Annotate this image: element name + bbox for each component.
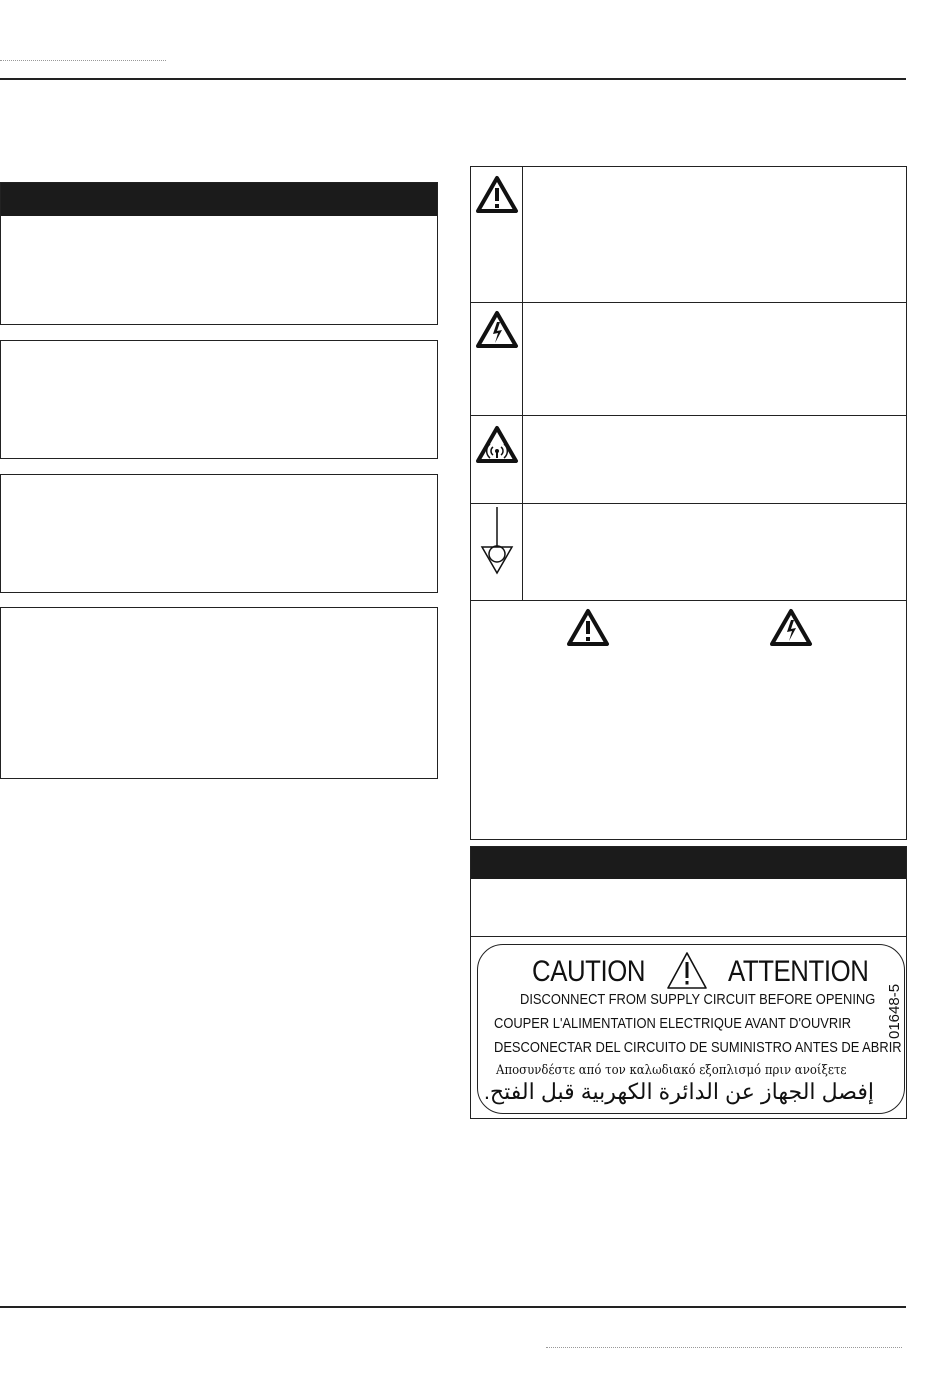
attention-heading: ATTENTION [728,955,869,988]
caution-line-french: COUPER L'ALIMENTATION ELECTRIQUE AVANT D'OUVRIR [494,1015,852,1032]
warning-triangle-icon [475,175,519,215]
caution-line-spanish: DESCONECTAR DEL CIRCUITO DE SUMINISTRO ANTES DE ABRIR [494,1039,902,1056]
electric-shock-icon [769,608,813,648]
caution-line-greek: Αποσυνδέστε από τον καλωδιακό εξοπλισμό πριν ανοίξετε [496,1063,847,1078]
bottom-dotted-line [546,1347,902,1348]
notice-box-4 [0,607,438,779]
warning-triangle-icon [666,951,708,991]
symbol-row-radio [471,415,906,504]
caution-notice-divider [471,936,906,937]
symbols-table [470,166,907,840]
warning-box-1 [0,182,438,325]
symbol-cell [471,167,523,302]
symbol-row-electric [471,302,906,416]
top-dotted-line [0,60,166,61]
ground-terminal-icon [479,507,515,587]
symbol-cell [471,503,523,600]
caution-label-heading [478,955,904,991]
symbol-row-ground [471,503,906,601]
top-rule [0,78,906,80]
notice-box-2 [0,340,438,459]
symbol-row-warning [471,167,906,303]
caution-line-english: DISCONNECT FROM SUPPLY CIRCUIT BEFORE OPENING [520,991,876,1008]
bottom-rule [0,1306,906,1308]
warning-box-header [1,183,437,216]
caution-notice-header [471,847,906,879]
symbol-cell [471,415,523,503]
symbol-row-combined [471,600,906,841]
caution-line-arabic: إفصل الجهاز عن الدائرة الكهربية قبل الفتح. [483,1079,874,1104]
symbol-cell [471,302,523,415]
caution-heading: CAUTION [532,955,646,988]
label-code: 01648-5 [886,983,903,1039]
notice-box-3 [0,474,438,593]
caution-notice-box [470,846,907,1119]
electric-shock-icon [475,310,519,350]
caution-label [477,944,905,1114]
radio-wave-icon [475,425,519,465]
warning-triangle-icon [566,608,610,648]
